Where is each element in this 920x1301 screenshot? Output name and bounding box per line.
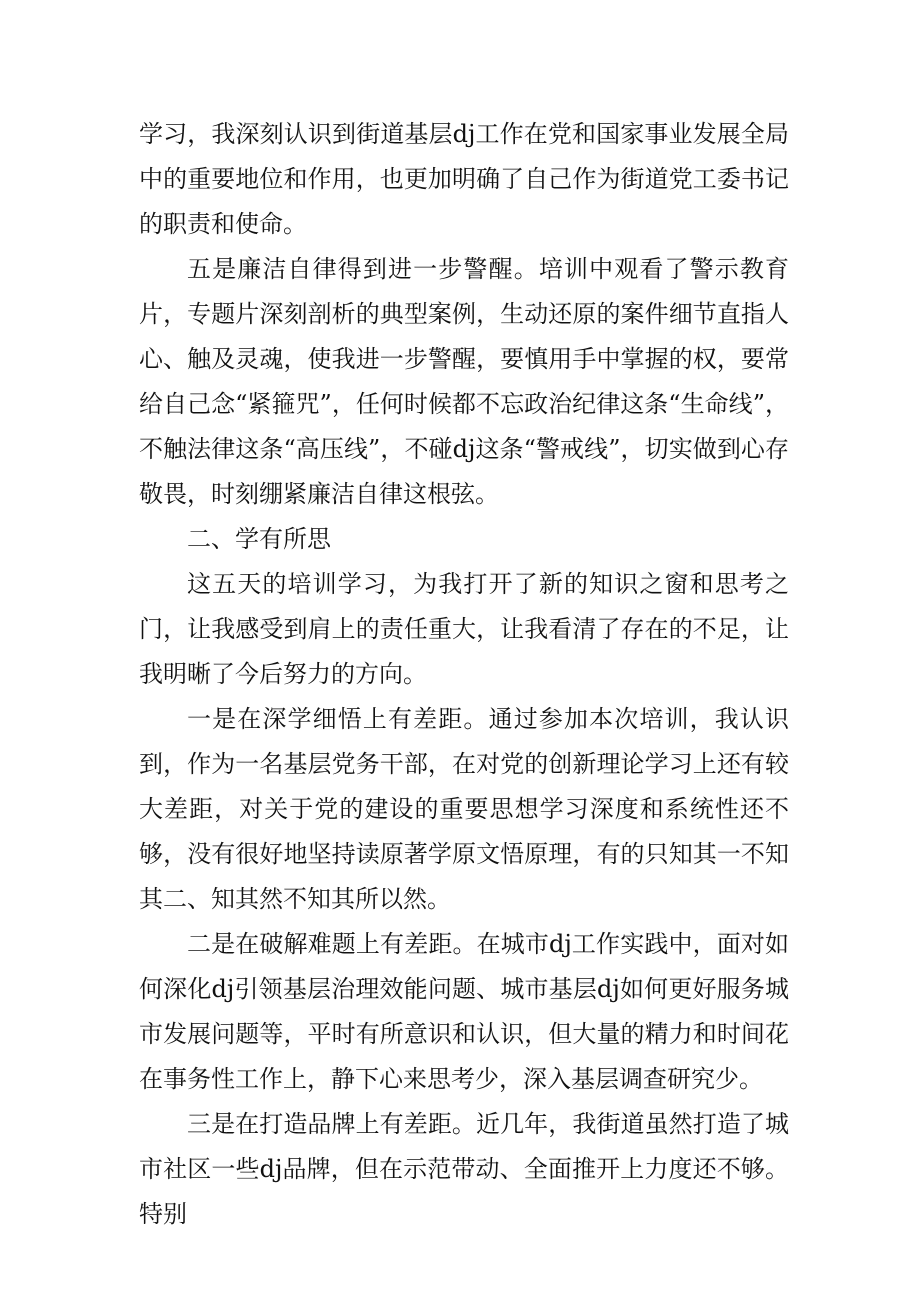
paragraph-reflections-intro: 这五天的培训学习，为我打开了新的知识之窗和思考之门，让我感受到肩上的责任重大，让我看清了存在的不足，让我明晰了今后努力的方向。 (139, 570, 789, 688)
paragraph-gap-problem-solving: 二是在破解难题上有差距。在城市dj工作实践中，面对如何深化dj引领基层治理效能问题、城市基层dj如何更好服务城市发展问题等，平时有所意识和认识，但大量的精力和时间花在事务性工作上，静下心来思考少，深入基层调查研究少。 (139, 930, 789, 1093)
paragraph-gap-branding: 三是在打造品牌上有差距。近几年，我街道虽然打造了城市社区一些dj品牌，但在示范带动、全面推开上力度还不够。特别 (139, 1110, 789, 1228)
document-page (139, 112, 789, 1237)
paragraph-integrity-awareness: 五是廉洁自律得到进一步警醒。培训中观看了警示教育片，专题片深刻剖析的典型案例，生动还原的案件细节直指人心、触及灵魂，使我进一步警醒，要慎用手中掌握的权，要常给自己念“紧箍咒”，任何时候都不忘政治纪律这条“生命线”，不触法律这条“高压线”，不碰dj这条“警戒线”，切实做到心存敬畏，时刻绷紧廉洁自律这根弦。 (139, 255, 789, 508)
section-heading-reflections: 二、学有所思 (187, 525, 331, 553)
paragraph-gap-study: 一是在深学细悟上有差距。通过参加本次培训，我认识到，作为一名基层党务干部，在对党的创新理论学习上还有较大差距，对关于党的建设的重要思想学习深度和系统性还不够，没有很好地坚持读原著学原文悟原理，有的只知其一不知其二、知其然不知其所以然。 (139, 705, 789, 913)
paragraph-continued: 学习，我深刻认识到街道基层dj工作在党和国家事业发展全局中的重要地位和作用，也更加明确了自己作为街道党工委书记的职责和使命。 (139, 120, 789, 238)
